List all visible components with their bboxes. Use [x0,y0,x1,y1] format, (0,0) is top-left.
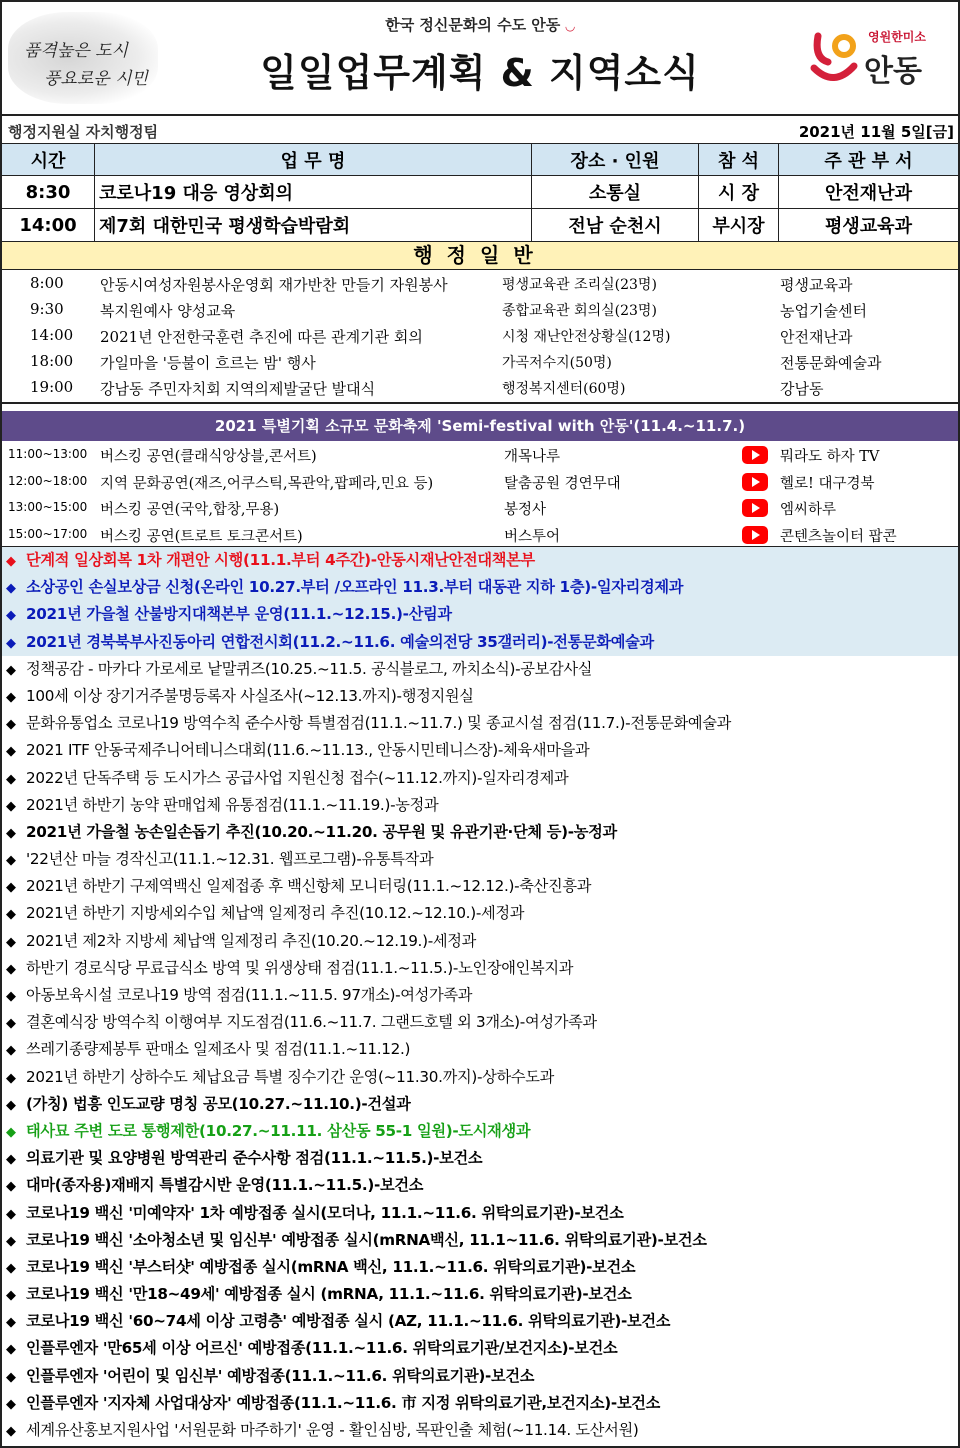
notice-text: 인플루엔자 '만65세 이상 어르신' 예방접종(11.1.~11.6. 위탁의료기관/보건지소)-보건소 [26,1339,618,1358]
general-time: 19:00 [30,378,74,396]
list-item [2,296,958,322]
notice-text: 하반기 경로식당 무료급식소 방역 및 위생상태 점검(11.1.~11.5.)-노인장애인복지과 [26,958,574,977]
notice-text: 쓰레기종량제봉투 판매소 일제조사 및 점검(11.1.~11.12.) [26,1040,411,1059]
youtube-icon[interactable] [742,446,768,464]
diamond-bullet-icon: ◆ [6,744,16,760]
schedule-dept: 안전재난과 [825,183,912,204]
notice-item [2,1172,958,1199]
notice-item [2,1281,958,1308]
diamond-bullet-icon: ◆ [6,1016,16,1032]
diamond-bullet-icon: ◆ [6,1315,16,1331]
notice-item [2,601,958,628]
notice-text: 100세 이상 장기거주불명등록자 사실조사(~12.13.까지)-행정지원실 [26,686,474,705]
notice-item [2,1036,958,1063]
general-place: 평생교육관 조리실(23명) [502,277,657,293]
notice-text: 아동보육시설 코로나19 방역 점검(11.1.~11.5. 97개소)-여성가족과 [26,986,473,1004]
diamond-bullet-icon: ◆ [6,689,16,705]
notice-item [2,846,958,873]
festival-event: 지역 문화공연(재즈,어쿠스틱,목관악,팝페라,민요 등) [100,475,434,492]
diamond-bullet-icon: ◆ [6,1206,16,1222]
general-place: 시청 재난안전상황실(12명) [502,329,671,345]
diamond-bullet-icon: ◆ [6,825,16,841]
notice-text: 대마(종자용)재배지 특별감시반 운영(11.1.~11.5.)-보건소 [26,1176,424,1195]
diamond-bullet-icon: ◆ [6,1179,16,1195]
general-dept: 농업기술센터 [780,302,867,320]
slogan-line-2: 풍요로운 시민 [44,69,148,89]
notice-item [2,683,958,710]
festival-channel: 엠씨하루 [780,502,837,518]
diamond-bullet-icon: ◆ [6,934,16,950]
diamond-bullet-icon: ◆ [6,1342,16,1358]
notice-item [2,1363,958,1390]
general-place: 가곡저수지(50명) [502,355,612,371]
notice-item [2,629,958,656]
diamond-bullet-icon: ◆ [6,798,16,814]
general-dept: 강남동 [780,380,824,398]
diamond-bullet-icon: ◆ [6,1152,16,1168]
notice-text: 2021년 제2차 지방세 체납액 일제정리 추진(10.20.~12.19.)-세정과 [26,931,477,950]
header-dept: 주 관 부 서 [824,150,913,172]
notice-text: 2021년 가을철 농손일손돕기 추진(10.20.~11.20. 공무원 및 유관기관·단체 등)-농정과 [26,822,617,841]
header-place: 장소 · 인원 [532,144,699,175]
notice-item [2,1064,958,1091]
report-date: 2021년 11월 5일[금] [798,123,954,141]
notice-text: 인플루엔자 '지자체 사업대상자' 예방접종(11.1.~11.6. 市 지정 위탁의료기관,보건지소)-보건소 [26,1393,661,1412]
diamond-bullet-icon: ◆ [6,1097,16,1113]
notice-text: 소상공인 손실보상금 신청(온라인 10.27.부터 /오프라인 11.3.부터 대동관 지하 1층)-일자리경제과 [26,578,684,597]
notice-item [2,547,958,574]
list-item [2,322,958,348]
notice-text: 코로나19 백신 '부스터샷' 예방접종 실시(mRNA 백신, 11.1.~11.6. 위탁의료기관)-보건소 [26,1257,636,1276]
notice-text: 2021년 하반기 농약 판매업체 유통점검(11.1.~11.19.)-농정과 [26,795,439,814]
festival-time: 13:00~15:00 [8,500,88,514]
notice-text: 2021년 하반기 구제역백신 일제접종 후 백신항체 모니터링(11.1.~12.12.)-축산진흥과 [26,877,592,896]
festival-event: 버스킹 공연(트로트 토크콘서트) [100,528,303,545]
notice-text: 코로나19 백신 '만18~49세' 예방접종 실시 (mRNA, 11.1.~11.6. 위탁의료기관)-보건소 [26,1285,632,1304]
general-dept: 평생교육과 [780,276,853,294]
festival-event: 버스킹 공연(국악,합창,무용) [100,502,280,518]
youtube-icon[interactable] [742,499,768,517]
schedule-time: 14:00 [2,209,95,241]
notice-text: 단계적 일상회복 1차 개편안 시행(11.1.부터 4주간)-안동시재난안전대책본부 [26,551,535,569]
notice-item [2,1390,958,1417]
table-row [2,209,958,242]
list-item [2,270,958,296]
notice-text: 2021년 하반기 상하수도 체납요금 특별 징수기간 운영(~11.30.까지)-상하수도과 [26,1067,555,1086]
notice-item [2,765,958,792]
diamond-bullet-icon: ◆ [6,771,16,787]
diamond-bullet-icon: ◆ [6,554,16,569]
notice-item [2,574,958,601]
festival-time: 15:00~17:00 [8,526,88,541]
notice-text: 의료기관 및 요양병원 방역관리 준수사항 점검(11.1.~11.5.)-보건소 [26,1149,483,1168]
general-task: 2021년 안전한국훈련 추진에 따른 관계기관 회의 [100,328,423,346]
team-name: 행정지원실 자치행정팀 [8,123,159,141]
diamond-bullet-icon: ◆ [6,961,16,977]
list-item [2,441,958,468]
diamond-bullet-icon: ◆ [6,717,16,733]
notice-text: 코로나19 백신 '미예약자' 1차 예방접종 실시(모더나, 11.1.~11.6. 위탁의료기관)-보건소 [26,1203,624,1222]
general-section-title: 행정일반 [2,242,958,270]
diamond-bullet-icon: ◆ [6,1424,16,1439]
notice-item [2,982,958,1009]
festival-list [2,441,958,547]
schedule-attend: 부시장 [699,209,779,241]
notice-text: 2022년 단독주택 등 도시가스 공급사업 지원신청 접수(~11.12.까지)-일자리경제과 [26,768,569,787]
notice-item [2,1308,958,1335]
diamond-bullet-icon: ◆ [6,1288,16,1304]
notice-item [2,1200,958,1227]
diamond-bullet-icon: ◆ [6,1369,16,1385]
schedule-task: 코로나19 대응 영상회의 [95,176,532,208]
general-dept: 전통문화예술과 [780,354,882,372]
notice-item [2,819,958,846]
notice-text: '22년산 마늘 경작신고(11.1.~12.31. 웹프로그램)-유통특작과 [26,850,434,869]
diamond-bullet-icon: ◆ [6,907,16,923]
general-time: 8:00 [30,274,64,292]
header-time: 시간 [2,144,95,175]
festival-time: 12:00~18:00 [8,473,88,488]
notice-item [2,1335,958,1362]
diamond-bullet-icon: ◆ [6,1260,16,1276]
general-task: 안동시여성자원봉사운영회 재가반찬 만들기 자원봉사 [100,276,448,294]
schedule-place: 소통실 [532,176,699,208]
notice-text: 태사묘 주변 도로 통행제한(10.27.~11.11. 삼산동 55-1 일원)-도시재생과 [26,1121,531,1140]
notice-item [2,710,958,737]
schedule-place: 전남 순천시 [532,209,699,241]
diamond-bullet-icon: ◆ [6,880,16,896]
notice-text: 코로나19 백신 '소아청소년 및 임신부' 예방접종 실시(mRNA백신, 11.1~11.6. 위탁의료기관)-보건소 [26,1230,707,1249]
festival-place: 개목나루 [504,449,561,465]
notice-item [2,737,958,764]
diamond-bullet-icon: ◆ [6,635,16,651]
festival-channel: 콘텐츠놀이터 팝콘 [780,528,897,545]
festival-place: 봉정사 [504,502,547,518]
youtube-icon[interactable] [742,526,768,544]
general-task: 강남동 주민자치회 지역의제발굴단 발대식 [100,380,376,398]
schedule-time: 8:30 [2,176,95,208]
notice-text: 세계유산홍보지원사업 '서원문화 마주하기' 운영 - 활인심방, 목판인출 체험(~11.14. 도산서원) [26,1421,639,1439]
notice-item [2,1091,958,1118]
diamond-bullet-icon: ◆ [6,1124,16,1140]
city-logo [810,24,950,94]
list-item [2,468,958,495]
notice-text: (가칭) 법흥 인도교량 명칭 공모(10.27.~11.10.)-건설과 [26,1094,411,1113]
notice-item [2,1417,958,1444]
notice-item [2,1009,958,1036]
notice-item [2,928,958,955]
general-place: 종합교육관 회의실(23명) [502,303,657,319]
notice-item [2,900,958,927]
header-attend: 참 석 [699,144,779,175]
notice-item [2,1254,958,1281]
notice-text: 정책공감 - 마카다 가로세로 낱말퀴즈(10.25.~11.5. 공식블로그, 까치소식)-공보감사실 [26,659,593,678]
page-title: 일일업무계획 & 지역소식 [260,51,700,95]
general-time: 9:30 [30,300,64,318]
diamond-bullet-icon: ◆ [6,1043,16,1059]
general-dept: 안전재난과 [780,328,853,346]
general-time: 18:00 [30,352,74,370]
header [2,2,958,114]
festival-place: 탈춤공원 경연무대 [504,475,621,492]
general-list [2,270,958,404]
notice-item [2,656,958,683]
general-task: 복지원예사 양성교육 [100,302,236,320]
schedule-task: 제7회 대한민국 평생학습박람회 [95,209,532,241]
diamond-bullet-icon: ◆ [6,581,16,597]
festival-banner: 2021 특별기획 소규모 문화축제 'Semi-festival with 안동'(11.4.~11.7.) [2,411,958,441]
general-task: 가일마을 '등불이 흐르는 밤' 행사 [100,354,316,372]
diamond-bullet-icon: ◆ [6,989,16,1004]
table-row [2,176,958,209]
andong-symbol-icon [810,28,860,90]
notice-item [2,1145,958,1172]
festival-channel: 뭐라도 하자 TV [780,449,880,465]
list-item [2,494,958,521]
notice-text: 2021년 경북북부사진동아리 연합전시회(11.2.~11.6. 예술의전당 35갤러리)-전통문화예술과 [26,632,654,651]
diamond-bullet-icon: ◆ [6,853,16,869]
notice-text: 문화유통업소 코로나19 방역수칙 준수사항 특별점검(11.1.~11.7.) 및 종교시설 점검(11.7.)-전통문화예술과 [26,714,731,733]
list-item [2,348,958,374]
festival-channel: 헬로! 대구경북 [780,475,875,492]
youtube-icon[interactable] [742,473,768,491]
header-subtitle-text: 한국 정신문화의 수도 안동 [385,16,561,34]
notice-text: 2021 ITF 안동국제주니어테니스대회(11.6.~11.13., 안동시민테니스장)-체육새마을과 [26,741,590,760]
notice-item [2,1118,958,1145]
notice-text: 결혼예식장 방역수칙 이행여부 지도점검(11.6.~11.7. 그랜드호텔 외 3개소)-여성가족과 [26,1013,597,1032]
logo-city-name: 안동 [864,54,922,89]
diamond-bullet-icon: ◆ [6,608,16,624]
notice-item [2,955,958,982]
header-task: 업 무 명 [95,144,532,175]
notice-item [2,873,958,900]
notice-item [2,792,958,819]
diamond-bullet-icon: ◆ [6,1396,16,1412]
notice-list [2,547,958,1446]
general-place: 행정복지센터(60명) [502,381,626,397]
diamond-bullet-icon: ◆ [6,662,16,678]
notice-text: 코로나19 백신 '60~74세 이상 고령층' 예방접종 실시 (AZ, 11.1.~11.6. 위탁의료기관)-보건소 [26,1312,671,1331]
list-item [2,374,958,400]
general-time: 14:00 [30,326,74,344]
schedule-table [2,144,958,242]
diamond-bullet-icon: ◆ [6,1070,16,1086]
notice-text: 2021년 하반기 지방세외수입 체납액 일제정리 추진(10.12.~12.10.)-세정과 [26,904,525,923]
festival-event: 버스킹 공연(클래식앙상블,콘서트) [100,449,317,465]
list-item [2,521,958,548]
logo-slogan: 영원한미소 [868,30,926,44]
info-bar [2,114,958,144]
schedule-header-row [2,144,958,176]
schedule-attend: 시 장 [699,176,779,208]
diamond-bullet-icon: ◆ [6,1233,16,1249]
festival-place: 버스투어 [504,528,561,545]
notice-text: 인플루엔자 '어린이 및 임신부' 예방접종(11.1.~11.6. 위탁의료기관)-보건소 [26,1366,535,1385]
schedule-dept: 평생교육과 [825,216,912,237]
slogan-line-1: 품격높은 도시 [24,41,128,61]
smile-icon: ◡ [565,19,575,33]
notice-item [2,1227,958,1254]
notice-text: 2021년 가을철 산불방지대책본부 운영(11.1.~12.15.)-산림과 [26,605,452,624]
festival-time: 11:00~13:00 [8,447,88,461]
